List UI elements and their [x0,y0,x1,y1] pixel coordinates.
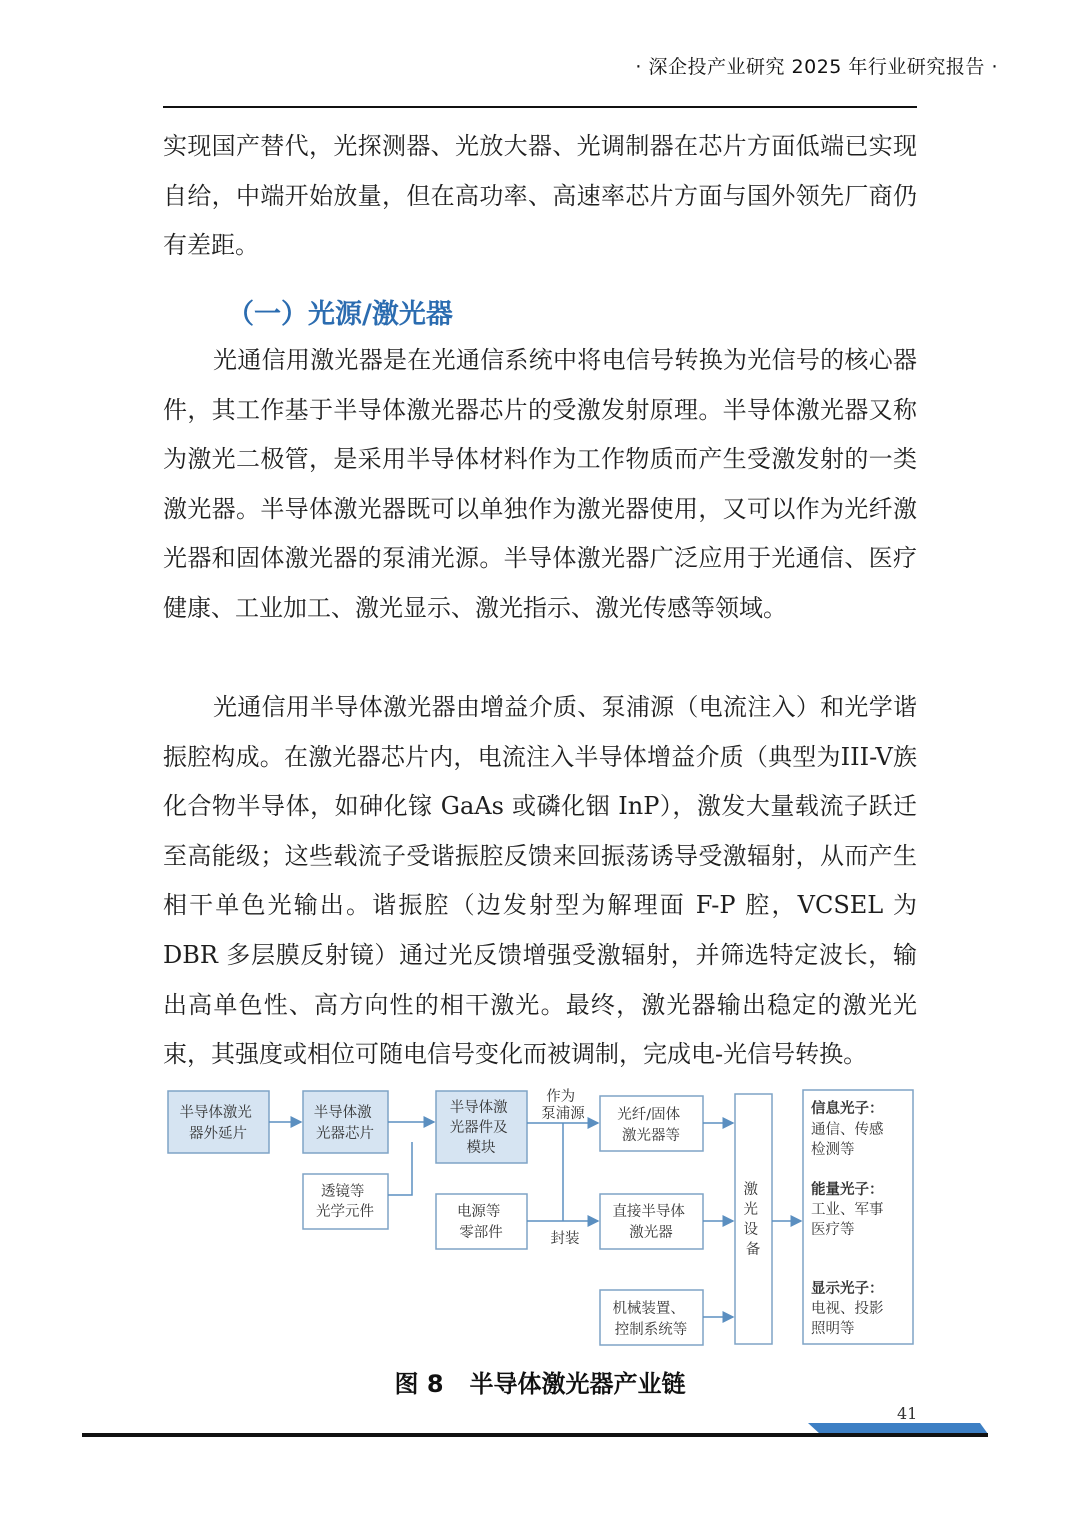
box-fiber-line-2: 激光器等 [622,1128,680,1144]
section-heading: （一）光源/激光器 [227,299,453,330]
paragraph-1: 实现国产替代，光探测器、光放大器、光调制器在芯片方面低端已实现自给，中端开始放量，但在高功率、高速率芯片方面与国外领先厂商仍有差距。 [163,132,917,260]
photon-info-title: 信息光子： [811,1101,884,1117]
figure-title: 半导体激光器产业链 [469,1370,686,1398]
label-pump-line-1: 作为 [546,1089,576,1105]
photon-info-line-1: 通信、传感 [811,1122,884,1138]
box-equipment-char-1: 激 [743,1182,758,1198]
box-equipment-char-2: 光 [743,1202,758,1218]
photon-energy-line-2: 医疗等 [811,1222,855,1238]
box-module-line-1: 半导体激 [449,1100,508,1116]
box-mech-line-2: 控制系统等 [614,1322,688,1338]
page-number: 41 [897,1404,918,1423]
box-fiber-line-1: 光纤/固体 [617,1107,681,1123]
photon-energy-title: 能量光子： [811,1182,884,1198]
box-equipment-char-3: 设 [743,1222,758,1238]
box-epi-line-2: 器外延片 [189,1126,247,1142]
box-power-line-2: 零部件 [459,1225,503,1241]
footer-rule [82,1433,988,1437]
box-module-line-3: 模块 [466,1140,496,1156]
box-direct-line-1: 直接半导体 [612,1204,685,1220]
box-lens-line-2: 光学元件 [316,1204,374,1220]
photon-display-title: 显示光子： [811,1281,884,1297]
photon-display-line-2: 照明等 [811,1321,855,1337]
box-chip-line-2: 光器芯片 [316,1126,374,1142]
box-mech-line-1: 机械装置、 [612,1301,685,1317]
figure-number: 图 8 [394,1370,444,1398]
box-module-line-2: 光器件及 [449,1120,508,1136]
box-epi-line-1: 半导体激光 [179,1105,252,1121]
box-chip-line-1: 半导体激 [313,1105,372,1121]
box-lens-line-1: 透镜等 [320,1184,365,1200]
label-pump-line-2: 泵浦源 [541,1106,585,1122]
paragraph-3: 光通信用半导体激光器由增益介质、泵浦源（电流注入）和光学谐振腔构成。在激光器芯片内，电流注入半导体增益介质（典型为III-V族化合物半导体，如砷化镓 GaAs 或磷化铟 InP），激发大量载流子跃迁至高能级；这些载流子受谐振腔反馈来回振荡诱导受激辐射，从而产生相干单色光输出。谐振腔（边发射型为解理面 F-P 腔，VCSEL 为 DBR 多层膜反射镜）通过光反馈增强受激辐射，并筛选特定波长，输出高单色性、高方向性的相干激光。最终，激光器输出稳定的激光光束，其强度或相位可随电信号变化而被调制，完成电-光信号转换。 [163,693,917,1069]
photon-info-line-2: 检测等 [811,1142,855,1158]
label-package: 封装 [550,1231,580,1247]
paragraph-2: 光通信用激光器是在光通信系统中将电信号转换为光信号的核心器件，其工作基于半导体激光器芯片的受激发射原理。半导体激光器又称为激光二极管，是采用半导体材料作为工作物质而产生受激发射的一类激光器。半导体激光器既可以单独作为激光器使用，又可以作为光纤激光器和固体激光器的泵浦光源。半导体激光器广泛应用于光通信、医疗健康、工业加工、激光显示、激光指示、激光传感等领域。 [163,346,917,622]
header-title: · 深企投产业研究 2025 年行业研究报告 · [635,56,998,78]
photon-energy-line-1: 工业、军事 [811,1202,884,1218]
photon-display-line-1: 电视、投影 [811,1301,884,1317]
box-direct-line-2: 激光器 [629,1225,673,1241]
box-equipment-char-4: 备 [745,1242,761,1258]
box-power-line-1: 电源等 [456,1204,501,1220]
